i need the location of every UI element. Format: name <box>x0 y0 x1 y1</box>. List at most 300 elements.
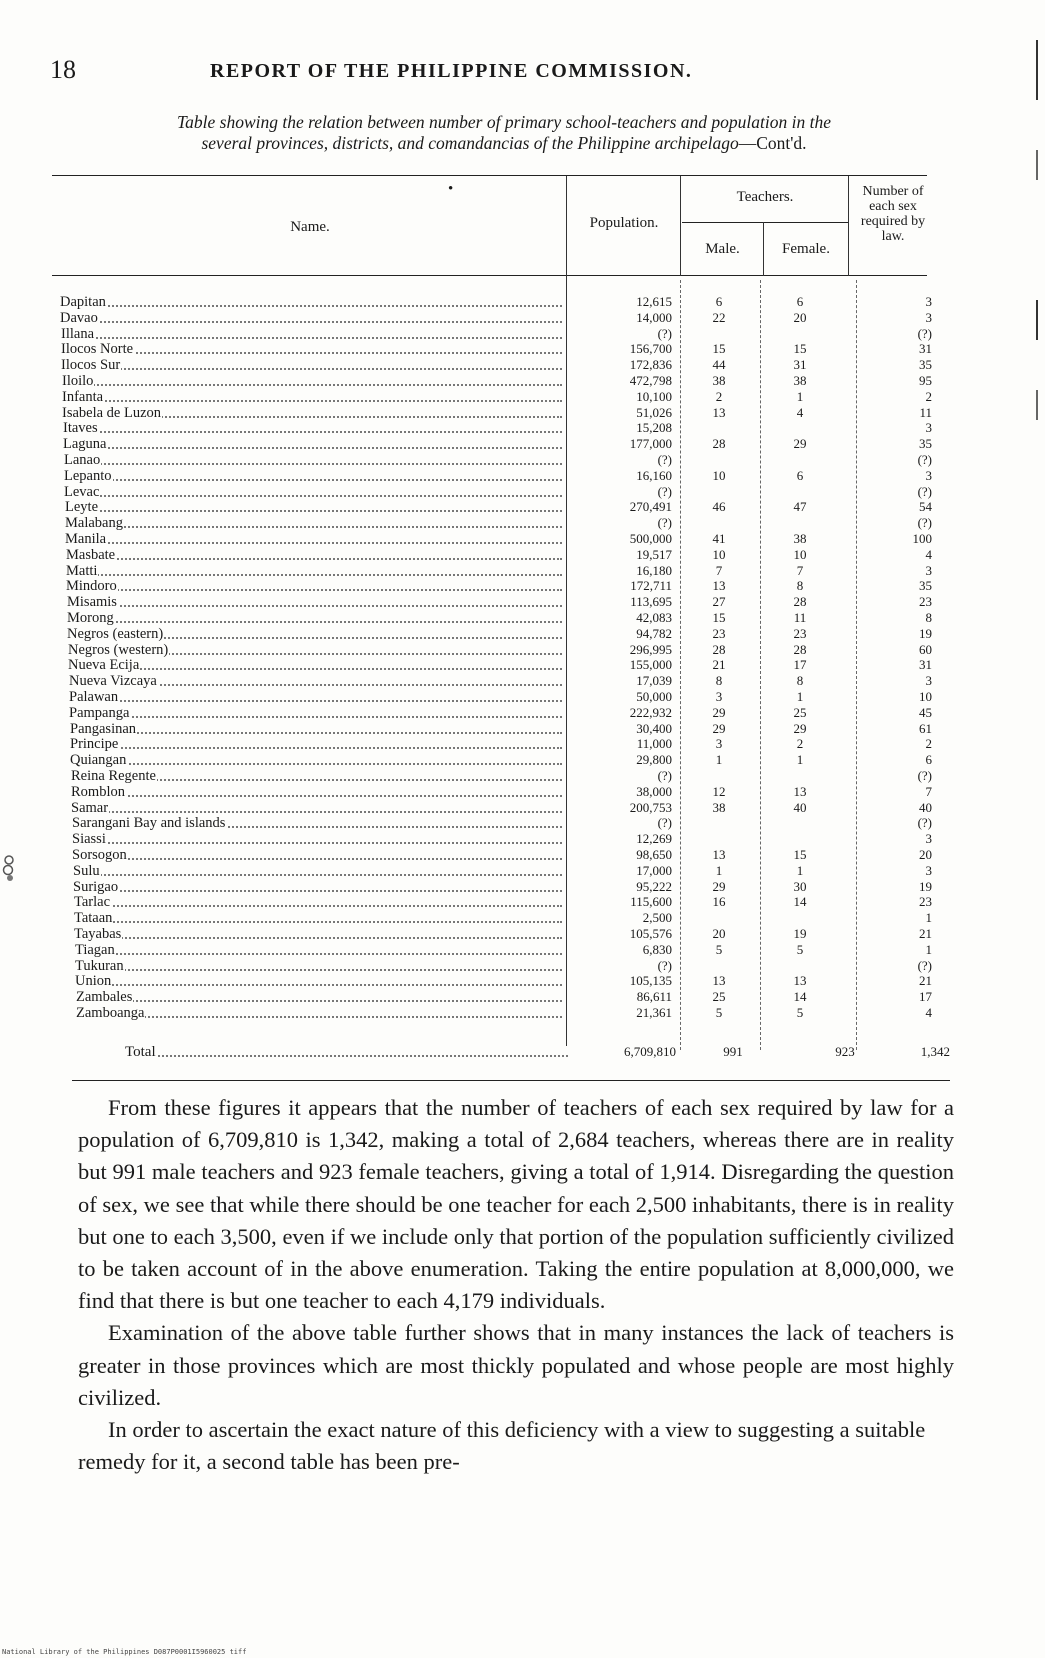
row-population: 29,800 <box>636 752 672 768</box>
row-required-by-law: 1 <box>925 941 932 957</box>
total-row <box>0 1044 1045 1062</box>
table-row <box>0 626 1045 642</box>
row-name <box>60 294 562 310</box>
row-population: 16,180 <box>636 562 672 578</box>
scan-footer-note: National Library of the Philippines D087P0001I5960025 tiff <box>2 1648 247 1656</box>
table-row <box>0 894 1045 910</box>
row-female-teachers: 8 <box>796 673 804 689</box>
row-population: 12,615 <box>636 294 672 309</box>
row-female-teachers: 5 <box>796 1005 804 1020</box>
table-row <box>0 705 1045 721</box>
row-required-by-law: (?) <box>917 325 932 341</box>
row-female-teachers: 4 <box>796 404 804 420</box>
row-name-text: Infanta <box>62 388 104 405</box>
teachers-subheader-rule <box>682 222 848 223</box>
row-female-teachers: 5 <box>796 941 804 957</box>
table-row <box>0 310 1045 326</box>
row-required-by-law: 6 <box>925 752 932 768</box>
row-name-text: Palawan <box>69 689 119 705</box>
row-required-by-law: 2 <box>925 388 932 404</box>
margin-stamp-mark <box>2 852 16 882</box>
row-female-teachers: 28 <box>793 594 807 610</box>
row-male-teachers: 12 <box>712 783 726 799</box>
row-female-teachers: 6 <box>796 467 804 483</box>
row-male-teachers: 38 <box>712 373 726 388</box>
row-male-teachers: 28 <box>712 436 726 452</box>
row-male-teachers: 15 <box>712 610 726 625</box>
table-bottom-rule <box>72 1080 950 1081</box>
row-male-teachers: 41 <box>712 531 726 546</box>
row-female-teachers: 19 <box>793 926 807 941</box>
row-male-teachers: 38 <box>712 799 726 815</box>
row-female-teachers: 1 <box>796 689 804 704</box>
table-caption <box>54 112 954 154</box>
row-name <box>62 405 562 421</box>
row-required-by-law: 1 <box>925 910 932 926</box>
row-name-text: Zambales <box>76 989 133 1006</box>
row-name <box>62 373 562 389</box>
row-name-text: Negros (western) <box>68 641 169 658</box>
row-male-teachers: 44 <box>712 357 726 373</box>
row-name-text: Negros (eastern) <box>67 625 164 642</box>
table-row <box>0 484 1045 500</box>
paragraph-2: Examination of the above table further shows that in many instances the lack of teachers is greater in those provinces which are most thickly populated and whose people are most highly civilized. <box>78 1320 954 1410</box>
row-name <box>75 958 562 974</box>
teachers-required-divider <box>848 176 849 276</box>
row-male-teachers: 15 <box>712 341 726 357</box>
row-name <box>60 310 562 326</box>
row-required-by-law: 19 <box>919 878 932 894</box>
row-required-by-law: 3 <box>925 562 932 578</box>
row-required-by-law: 21 <box>919 973 932 989</box>
row-population: (?) <box>657 452 672 467</box>
row-population: (?) <box>657 815 672 831</box>
row-name-text: Tiagan <box>75 941 115 958</box>
row-name <box>64 484 562 500</box>
row-population: 113,695 <box>630 594 672 610</box>
total-label-text: Total <box>125 1044 156 1060</box>
row-population: 472,798 <box>629 373 672 388</box>
row-name <box>70 721 562 737</box>
row-name-text: Mindoro <box>66 578 117 595</box>
row-required-by-law: 31 <box>919 341 932 357</box>
row-name-text: Malabang <box>65 515 123 532</box>
row-female-teachers: 15 <box>793 847 807 862</box>
row-name <box>72 831 562 847</box>
row-name-text: Dapitan <box>60 294 106 310</box>
table-row <box>0 610 1045 626</box>
row-name-text: Leyte <box>65 499 99 516</box>
row-name-text: Matti <box>66 562 98 579</box>
row-population: 172,711 <box>630 578 672 594</box>
row-male-teachers: 29 <box>712 720 726 736</box>
body-text <box>78 1092 954 1478</box>
row-name <box>70 736 562 752</box>
row-required-by-law: 20 <box>919 847 932 862</box>
row-male-teachers: 3 <box>715 689 723 704</box>
row-female-teachers: 20 <box>793 309 807 325</box>
row-name-text: Principe <box>70 736 119 753</box>
row-name-text: Isabela de Luzon <box>62 404 162 421</box>
row-name <box>67 610 562 626</box>
row-name <box>76 989 562 1005</box>
row-population: (?) <box>657 325 672 341</box>
row-population: 270,491 <box>629 499 672 515</box>
scan-edge-mark <box>1033 40 1041 420</box>
row-name <box>73 879 562 895</box>
row-required-by-law: 7 <box>925 783 932 799</box>
row-name <box>66 578 562 594</box>
row-male-teachers: 10 <box>712 467 726 483</box>
row-name-text: Tukuran <box>75 957 124 974</box>
table-row <box>0 326 1045 342</box>
row-female-teachers: 10 <box>793 546 807 562</box>
row-name-text: Tataan <box>74 910 113 927</box>
row-name <box>67 594 562 610</box>
row-required-by-law: 19 <box>919 625 932 641</box>
row-female-teachers: 40 <box>793 799 807 815</box>
row-name <box>64 452 562 468</box>
header-name: Name. <box>290 219 330 235</box>
row-female-teachers: 30 <box>793 878 807 894</box>
row-name-text: Siassi <box>72 831 106 848</box>
row-population: 15,208 <box>636 420 672 436</box>
row-population: (?) <box>657 483 672 499</box>
row-female-teachers: 28 <box>793 641 807 657</box>
table-row <box>0 721 1045 737</box>
row-name <box>63 436 562 452</box>
row-population: 42,083 <box>636 610 672 625</box>
row-required-by-law: 95 <box>919 373 932 388</box>
row-required-by-law: 3 <box>925 831 932 847</box>
row-name-text: Itaves <box>63 420 98 437</box>
row-population: 50,000 <box>636 689 672 704</box>
row-name-text: Reina Regente <box>71 768 156 784</box>
row-female-teachers: 25 <box>793 704 807 720</box>
row-name-text: Samar <box>71 799 109 816</box>
row-name <box>69 673 562 689</box>
row-male-teachers: 7 <box>715 562 723 578</box>
row-required-by-law: 23 <box>919 594 932 610</box>
row-name-text: Pangasinan <box>70 720 137 737</box>
table-row <box>0 436 1045 452</box>
row-required-by-law: 3 <box>925 420 932 436</box>
row-population: 222,932 <box>629 704 672 720</box>
row-required-by-law: 10 <box>919 689 932 704</box>
row-name <box>61 326 562 342</box>
row-population: 296,995 <box>629 641 672 657</box>
row-name <box>61 341 562 357</box>
row-required-by-law: 40 <box>919 799 932 815</box>
row-name <box>64 468 562 484</box>
row-male-teachers: 13 <box>712 578 726 594</box>
row-population: 11,000 <box>636 736 672 752</box>
row-population: 14,000 <box>636 309 672 325</box>
row-name <box>65 531 562 547</box>
row-population: 19,517 <box>636 546 672 562</box>
row-name <box>74 894 562 910</box>
table-row <box>0 942 1045 958</box>
row-male-teachers: 3 <box>715 736 723 752</box>
row-name <box>61 357 562 373</box>
row-male-teachers: 13 <box>712 847 726 862</box>
table-row <box>0 594 1045 610</box>
row-name-text: Sarangani Bay and islands <box>72 815 226 832</box>
row-required-by-law: 100 <box>912 531 932 546</box>
table-row <box>0 578 1045 594</box>
row-name-text: Ilocos Sur <box>61 357 121 374</box>
row-population: 17,039 <box>636 673 672 689</box>
row-name-text: Laguna <box>63 436 107 453</box>
table-row <box>0 1005 1045 1021</box>
row-female-teachers: 7 <box>796 562 804 578</box>
row-female-teachers: 14 <box>793 989 807 1005</box>
row-required-by-law: 60 <box>919 641 932 657</box>
row-required-by-law: (?) <box>917 452 932 467</box>
row-name <box>70 752 562 768</box>
table-row <box>0 531 1045 547</box>
row-name-text: Levac <box>64 483 100 500</box>
row-female-teachers: 1 <box>796 752 804 768</box>
row-name-text: Romblon <box>71 783 125 800</box>
row-name-text: Lepanto <box>64 467 112 484</box>
table-row <box>0 389 1045 405</box>
header-female: Female. <box>782 241 830 257</box>
row-name-text: Davao <box>60 309 98 326</box>
row-name <box>67 626 562 642</box>
row-population: 17,000 <box>636 862 672 878</box>
row-name-text: Ilocos Norte <box>61 341 134 358</box>
row-population: 172,836 <box>629 357 672 373</box>
row-name <box>76 1005 562 1021</box>
row-population: (?) <box>657 957 672 973</box>
table-row <box>0 373 1045 389</box>
table-row <box>0 405 1045 421</box>
row-required-by-law: 3 <box>925 294 932 309</box>
row-name <box>71 784 562 800</box>
table-row <box>0 926 1045 942</box>
row-female-teachers: 31 <box>793 357 807 373</box>
row-required-by-law: 3 <box>925 467 932 483</box>
total-female: 923 <box>835 1044 855 1059</box>
row-female-teachers: 17 <box>793 657 807 673</box>
row-name-text: Zamboanga <box>76 1005 145 1021</box>
table-row <box>0 499 1045 515</box>
row-required-by-law: (?) <box>917 815 932 831</box>
row-female-teachers: 8 <box>796 578 804 594</box>
row-name <box>72 847 562 863</box>
row-name <box>71 768 562 784</box>
caption-line-2 <box>54 133 954 154</box>
row-required-by-law: 23 <box>919 894 932 910</box>
row-name <box>74 910 562 926</box>
row-male-teachers: 27 <box>712 594 726 610</box>
row-name <box>66 563 562 579</box>
row-male-teachers: 46 <box>712 499 726 515</box>
row-female-teachers: 47 <box>793 499 807 515</box>
row-population: 500,000 <box>629 531 672 546</box>
header-required: Number of each sex required by law. <box>860 184 926 244</box>
row-name-text: Sorsogon <box>72 847 127 863</box>
row-name <box>62 389 562 405</box>
table-row <box>0 863 1045 879</box>
total-label <box>125 1044 568 1061</box>
row-name-text: Tayabas <box>74 926 122 942</box>
table-row <box>0 689 1045 705</box>
row-population: 86,611 <box>636 989 672 1005</box>
row-name-text: Illana <box>61 325 95 342</box>
row-female-teachers: 13 <box>793 783 807 799</box>
row-female-teachers: 29 <box>793 436 807 452</box>
table-row <box>0 357 1045 373</box>
total-male: 991 <box>723 1044 743 1059</box>
table-row <box>0 784 1045 800</box>
table-row <box>0 341 1045 357</box>
row-required-by-law: 11 <box>919 404 932 420</box>
row-required-by-law: 21 <box>919 926 932 941</box>
row-name-text: Masbate <box>66 546 116 563</box>
table-row <box>0 420 1045 436</box>
row-required-by-law: 54 <box>919 499 932 515</box>
row-name-text: Misamis <box>67 594 117 611</box>
row-name-text: Nueva Ecija <box>68 657 140 674</box>
row-required-by-law: 17 <box>919 989 932 1005</box>
table-row <box>0 673 1045 689</box>
header-bullet: • <box>448 181 454 197</box>
table-top-rule <box>52 175 927 176</box>
row-population: 155,000 <box>629 657 672 673</box>
row-population: 94,782 <box>636 625 672 641</box>
table-row <box>0 989 1045 1005</box>
row-name <box>63 420 562 436</box>
row-population: 98,650 <box>636 847 672 862</box>
row-required-by-law: 8 <box>925 610 932 625</box>
row-name <box>75 942 562 958</box>
row-female-teachers: 38 <box>793 373 807 388</box>
row-name-text: Quiangan <box>70 752 127 769</box>
row-required-by-law: 35 <box>919 436 932 452</box>
row-population: 16,160 <box>636 467 672 483</box>
row-population: 177,000 <box>629 436 672 452</box>
table-row <box>0 879 1045 895</box>
row-name <box>68 657 562 673</box>
row-population: 105,135 <box>629 973 672 989</box>
row-male-teachers: 13 <box>712 973 726 989</box>
table-row <box>0 847 1045 863</box>
table-row <box>0 752 1045 768</box>
row-name <box>65 515 562 531</box>
caption-line-2-text: several provinces, districts, and comandancias of the Philippine archipelago <box>201 133 739 153</box>
row-required-by-law: (?) <box>917 768 932 783</box>
table-row <box>0 958 1045 974</box>
row-female-teachers: 2 <box>796 736 804 752</box>
row-male-teachers: 29 <box>712 704 726 720</box>
row-name-text: Iloilo <box>62 373 94 389</box>
row-male-teachers: 2 <box>715 388 723 404</box>
row-female-teachers: 11 <box>793 610 807 625</box>
row-required-by-law: 35 <box>919 357 932 373</box>
table-row <box>0 547 1045 563</box>
row-female-teachers: 15 <box>793 341 807 357</box>
row-population: 30,400 <box>636 720 672 736</box>
table-row <box>0 736 1045 752</box>
population-column-divider <box>680 176 681 276</box>
total-population: 6,709,810 <box>624 1044 676 1059</box>
row-population: 38,000 <box>636 783 672 799</box>
table-row <box>0 973 1045 989</box>
row-population: 95,222 <box>636 878 672 894</box>
row-male-teachers: 1 <box>715 752 723 768</box>
row-name-text: Lanao <box>64 452 101 468</box>
row-female-teachers: 38 <box>793 531 807 546</box>
row-female-teachers: 1 <box>796 862 804 878</box>
row-required-by-law: (?) <box>917 483 932 499</box>
paragraph-3: In order to ascertain the exact nature of this deficiency with a view to suggesting a suitable remedy for it, a second table has been pre- <box>78 1417 926 1475</box>
row-name-text: Pampanga <box>69 704 130 721</box>
row-required-by-law: 3 <box>925 862 932 878</box>
caption-line-1: Table showing the relation between number of primary school-teachers and population in the <box>177 112 831 132</box>
table-row <box>0 831 1045 847</box>
row-name <box>73 863 562 879</box>
row-population: 156,700 <box>629 341 672 357</box>
row-female-teachers: 23 <box>793 625 807 641</box>
total-required: 1,342 <box>920 1044 950 1059</box>
row-name <box>75 973 562 989</box>
row-male-teachers: 6 <box>715 294 723 309</box>
row-name-text: Manila <box>65 531 107 547</box>
row-female-teachers: 14 <box>793 894 807 910</box>
row-name <box>74 926 562 942</box>
row-male-teachers: 1 <box>715 862 723 878</box>
row-name-text: Nueva Vizcaya <box>69 673 157 690</box>
table-row <box>0 515 1045 531</box>
row-male-teachers: 20 <box>712 926 726 941</box>
row-male-teachers: 16 <box>712 894 726 910</box>
row-female-teachers: 29 <box>793 720 807 736</box>
row-required-by-law: 45 <box>919 704 932 720</box>
table-row <box>0 800 1045 816</box>
table-row <box>0 563 1045 579</box>
header-teachers: Teachers. <box>736 189 794 205</box>
caption-contd: —Cont'd. <box>738 133 807 153</box>
header-male: Male. <box>705 241 740 257</box>
row-population: 200,753 <box>629 799 672 815</box>
row-male-teachers: 29 <box>712 878 726 894</box>
row-required-by-law: 2 <box>925 736 932 752</box>
row-name-text: Surigao <box>73 878 119 895</box>
row-name <box>66 547 562 563</box>
page-number: 18 <box>50 55 76 84</box>
table-row <box>0 657 1045 673</box>
row-required-by-law: 3 <box>925 309 932 325</box>
paragraph-1: From these figures it appears that the number of teachers of each sex required by law for a population of 6,709,810 is 1,342, making a total of 2,684 teachers, whereas there are in reality but 991 male teachers and 923 female teachers, giving a total of 1,914. Disregarding the question of sex, we see that while there should be one teacher for each 2,500 inhabitants, there is in reality but one to each 3,500, even if we include only that portion of the population sufficiently civilized to be taken account of in the above enumeration. Taking the entire population at 8,000,000, we find that there is but one teacher to each 4,179 individuals. <box>78 1095 954 1314</box>
row-required-by-law: 31 <box>919 657 932 673</box>
row-name <box>72 815 562 831</box>
row-female-teachers: 13 <box>793 973 807 989</box>
row-male-teachers: 23 <box>712 625 726 641</box>
running-head: REPORT OF THE PHILIPPINE COMMISSION. <box>210 60 693 82</box>
row-population: 2,500 <box>642 910 672 926</box>
row-male-teachers: 8 <box>715 673 723 689</box>
row-population: (?) <box>657 768 672 783</box>
row-required-by-law: 35 <box>919 578 932 594</box>
row-required-by-law: 4 <box>925 1005 932 1020</box>
row-name <box>69 689 562 705</box>
row-male-teachers: 22 <box>712 309 726 325</box>
row-male-teachers: 25 <box>712 989 726 1005</box>
table-row <box>0 294 1045 310</box>
row-required-by-law: 3 <box>925 673 932 689</box>
